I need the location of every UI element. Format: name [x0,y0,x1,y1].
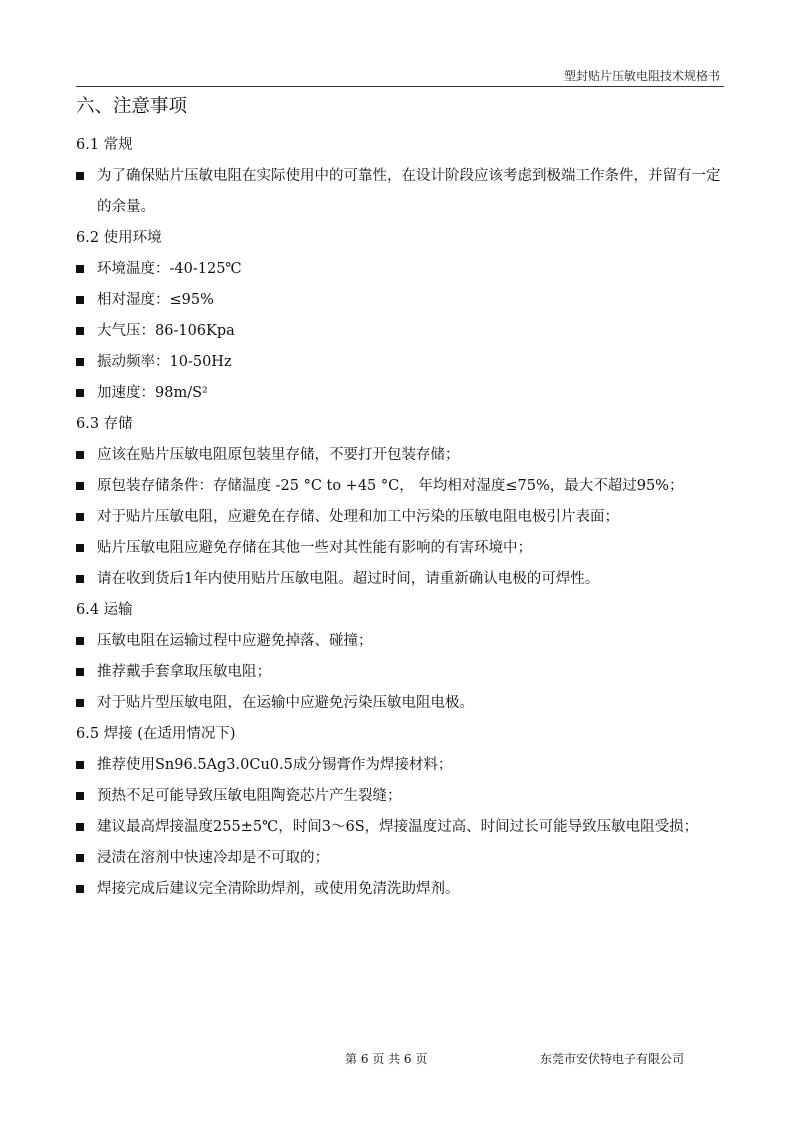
list-item: 加速度：98m/S² [76,378,726,409]
list-item: 振动频率：10-50Hz [76,347,726,378]
bullet-square-icon [76,451,84,459]
footer-page-number: 第 6 页 共 6 页 [345,1052,428,1066]
subsection-title-environment: 6.2 使用环境 [76,230,162,246]
subsection-title-general: 6.1 常规 [76,137,133,153]
bullet-square-icon [76,513,84,521]
bullet-square-icon [76,358,84,366]
document-body [76,88,726,905]
list-item: 贴片压敏电阻应避免存储在其他一些对其性能有影响的有害环境中； [76,533,726,564]
list-item: 请在收到货后1年内使用贴片压敏电阻。超过时间，请重新确认电极的可焊性。 [76,564,726,595]
list-item: 对于贴片型压敏电阻，在运输中应避免污染压敏电阻电极。 [76,688,726,719]
list-item: 压敏电阻在运输过程中应避免掉落、碰撞； [76,626,726,657]
bullet-square-icon [76,699,84,707]
bullet-square-icon [76,265,84,273]
list-item: 建议最高焊接温度255±5℃，时间3～6S，焊接温度过高、时间过长可能导致压敏电阻受损； [76,812,726,843]
list-item: 预热不足可能导致压敏电阻陶瓷芯片产生裂缝； [76,781,726,812]
document-header-title: 塑封贴片压敏电阻技术规格书 [563,69,720,83]
bullet-square-icon [76,761,84,769]
bullet-square-icon [76,389,84,397]
bullet-square-icon [76,792,84,800]
bullet-square-icon [76,172,84,180]
bullet-square-icon [76,854,84,862]
footer-company-name: 东莞市安伏特电子有限公司 [540,1052,685,1066]
subsection-title-transport: 6.4 运输 [76,602,133,618]
list-item: 相对湿度：≤95% [76,285,726,316]
bullet-square-icon [76,668,84,676]
bullet-square-icon [76,575,84,583]
list-item: 环境温度：-40-125℃ [76,254,726,285]
bullet-square-icon [76,544,84,552]
bullet-square-icon [76,327,84,335]
list-item: 浸渍在溶剂中快速冷却是不可取的； [76,843,726,874]
list-item: 大气压：86-106Kpa [76,316,726,347]
subsection-title-soldering: 6.5 焊接 (在适用情况下) [76,726,236,742]
bullet-square-icon [76,637,84,645]
bullet-square-icon [76,296,84,304]
list-item: 对于贴片压敏电阻，应避免在存储、处理和加工中污染的压敏电阻电极引片表面； [76,502,726,533]
header-rule [76,86,724,87]
bullet-square-icon [76,823,84,831]
subsection-title-storage: 6.3 存储 [76,416,133,432]
list-item: 推荐戴手套拿取压敏电阻； [76,657,726,688]
section-title: 六、注意事项 [76,96,188,117]
list-item: 焊接完成后建议完全清除助焊剂，或使用免清洗助焊剂。 [76,874,726,905]
list-item: 应该在贴片压敏电阻原包装里存储，不要打开包装存储； [76,440,726,471]
bullet-square-icon [76,885,84,893]
list-item: 推荐使用Sn96.5Ag3.0Cu0.5成分锡膏作为焊接材料； [76,750,726,781]
list-item: 原包装存储条件：存储温度 -25 °C to +45 °C， 年均相对湿度≤75%，最大不超过95%； [76,471,726,502]
bullet-square-icon [76,482,84,490]
list-item: 为了确保贴片压敏电阻在实际使用中的可靠性，在设计阶段应该考虑到极端工作条件，并留有一定的余量。 [76,161,726,223]
